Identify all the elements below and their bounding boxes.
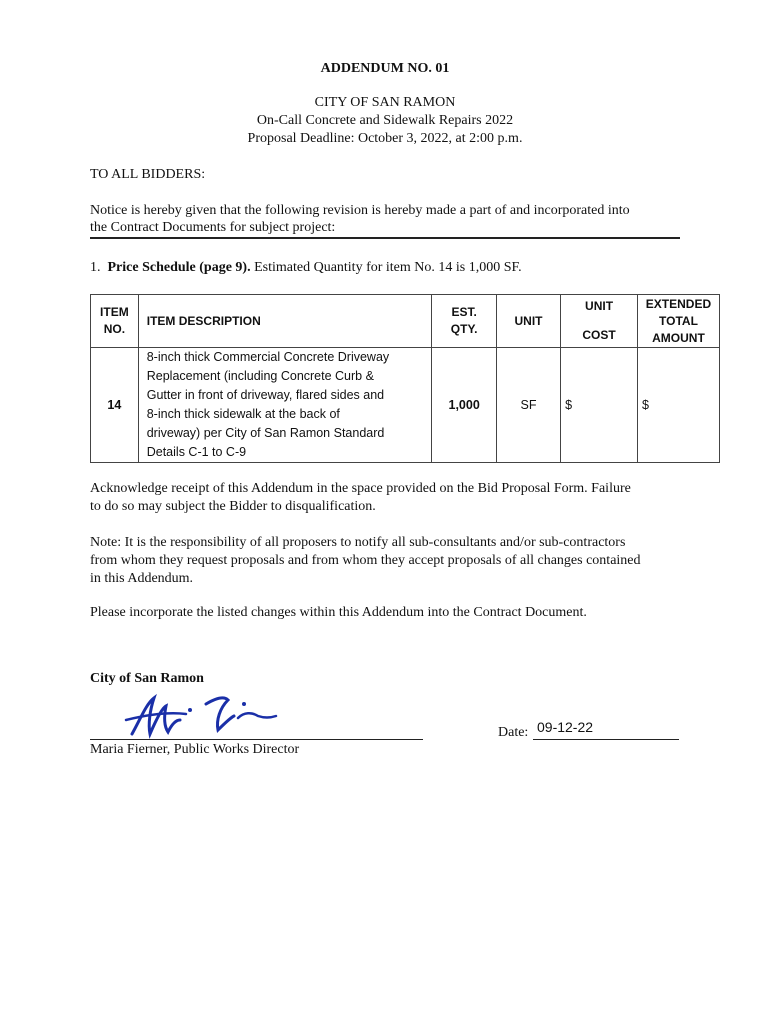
acknowledge-line-1: Acknowledge receipt of this Addendum in the space provided on the Bid Proposal Form. Failure [90,481,631,496]
description-line: Details C-1 to C-9 [146,445,247,459]
signature-line [90,739,423,740]
cell-extended: $ [637,348,719,463]
description-line: 8-inch thick Commercial Concrete Driveway [146,350,390,364]
salutation: TO ALL BIDDERS: [90,167,206,182]
proposal-deadline: Proposal Deadline: October 3, 2022, at 2:00 p.m. [247,131,523,146]
handwritten-signature [120,690,280,742]
cell-unit: SF [496,348,560,463]
header-qty-line-2: QTY. [450,322,478,336]
date-value: 09-12-22 [537,719,594,735]
description-line: driveway) per City of San Ramon Standard [146,426,385,440]
cell-qty: 1,000 [432,348,496,463]
header-unit: UNIT [496,295,560,348]
cell-unit-cost: $ [561,348,638,463]
addendum-title: ADDENDUM NO. 01 [320,61,450,76]
description-line: 8-inch thick sidewalk at the back of [146,407,340,421]
header-ext-line-3: AMOUNT [652,330,705,345]
header-ext-line-1: EXTENDED [645,296,712,311]
notice-line-2: the Contract Documents for subject project: [90,220,336,235]
cell-description [138,348,432,463]
header-item-line-1: ITEM [100,305,129,319]
header-cost-line-2: COST [582,328,616,342]
signer-name: Maria Fierner, Public Works Director [90,742,300,757]
description-line: Gutter in front of driveway, flared sides and [146,388,385,402]
divider-rule [90,237,680,239]
note-line-1: Note: It is the responsibility of all proposers to notify all sub-consultants and/or sub-contractors [90,535,626,550]
table-row [91,348,720,463]
notice-line-1: Notice is hereby given that the following revision is hereby made a part of and incorporated into [90,203,630,218]
incorporate-text: Please incorporate the listed changes within this Addendum into the Contract Document. [90,605,587,620]
revision-heading: Price Schedule (page 9). [107,260,251,275]
revision-number: 1. [90,260,101,275]
description-line: Replacement (including Concrete Curb & [146,369,374,383]
project-name: On-Call Concrete and Sidewalk Repairs 2022 [256,113,514,128]
date-line [533,739,679,740]
header-item-line-2: NO. [103,322,126,336]
header-description: ITEM DESCRIPTION [138,295,432,348]
note-line-3: in this Addendum. [90,571,194,586]
header-cost-line-1: UNIT [585,299,614,313]
header-item-no [91,295,139,348]
revision-item-1 [90,259,522,277]
acknowledge-line-2: to do so may subject the Bidder to disqualification. [90,499,376,514]
price-schedule-table [90,294,720,463]
header-qty [432,295,496,348]
note-line-2: from whom they request proposals and from whom they accept proposals of all changes contained [90,553,641,568]
signature-org: City of San Ramon [90,671,204,686]
date-label: Date: [498,725,529,740]
table-header-row [91,295,720,348]
city-name: CITY OF SAN RAMON [314,95,456,110]
header-qty-line-1: EST. [451,305,477,319]
header-extended [637,295,719,348]
header-ext-line-2: TOTAL [659,313,698,328]
revision-text: Estimated Quantity for item No. 14 is 1,000 SF. [250,260,522,275]
cell-item-no: 14 [91,348,139,463]
header-unit-cost [561,295,638,348]
